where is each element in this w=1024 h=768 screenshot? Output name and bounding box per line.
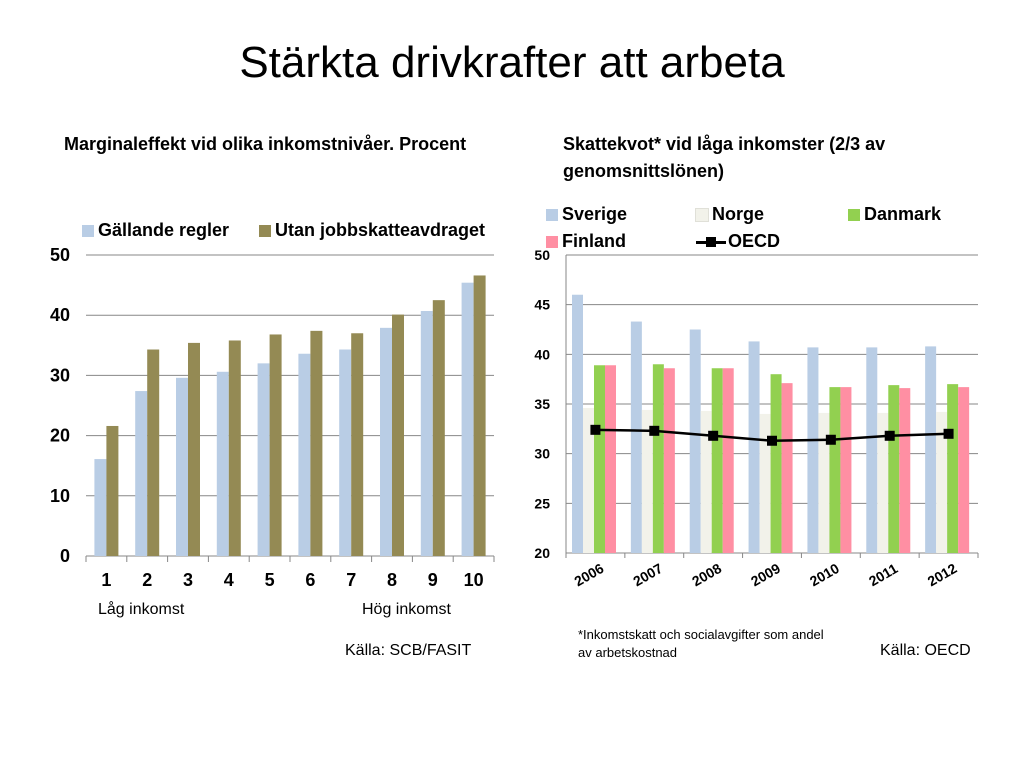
right-x-tick-label: 2006 [571, 559, 607, 590]
right-bar-danmark [653, 364, 664, 553]
right-bar-norge [760, 414, 771, 553]
right-x-tick-label: 2010 [806, 559, 842, 590]
right-bar-norge [818, 413, 829, 553]
legend-label-utan: Utan jobbskatteavdraget [275, 220, 486, 240]
left-bar-utan [433, 300, 445, 556]
right-source: Källa: OECD [880, 642, 971, 659]
low-income-label: Låg inkomst [98, 601, 185, 618]
right-bar-finland [664, 368, 675, 553]
left-bar-utan [351, 333, 363, 556]
right-bar-danmark [594, 365, 605, 553]
left-bar-gallande [339, 350, 351, 556]
page-title: Stärkta drivkrafter att arbeta [239, 38, 785, 87]
right-y-tick-label: 25 [534, 495, 550, 512]
right-y-tick-label: 30 [534, 445, 550, 462]
left-bar-gallande [176, 378, 188, 556]
right-footnote: *Inkomstskatt och socialavgifter som andel av arbetskostnad [578, 627, 824, 660]
right-bar-finland [605, 365, 616, 553]
right-point-oecd [885, 431, 895, 441]
right-y-tick-label: 40 [534, 346, 550, 363]
right-x-tick-label: 2009 [748, 559, 783, 590]
left-y-tick-label: 30 [49, 365, 70, 386]
right-x-tick-label: 2008 [689, 559, 725, 590]
left-source: Källa: SCB/FASIT [345, 642, 472, 659]
right-x-tick-label: 2011 [866, 560, 901, 590]
right-point-oecd [944, 429, 954, 439]
right-y-tick-label: 35 [534, 396, 550, 412]
left-bar-utan [229, 340, 241, 556]
right-bar-sverige [572, 295, 583, 553]
left-x-tick-label: 5 [264, 570, 275, 590]
right-bar-danmark [771, 374, 782, 553]
left-x-tick-label: 3 [182, 570, 194, 590]
right-y-tick-label: 45 [534, 296, 550, 313]
left-bar-gallande [421, 311, 433, 556]
right-bar-finland [782, 383, 793, 553]
legend-label-gallande: Gällande regler [98, 220, 230, 240]
left-bar-utan [310, 331, 322, 556]
left-x-tick-label: 2 [142, 570, 153, 590]
right-point-oecd [826, 435, 836, 445]
left-bar-gallande [298, 354, 310, 556]
left-bar-utan [392, 315, 404, 556]
right-bar-sverige [866, 347, 877, 553]
left-x-tick-label: 4 [223, 570, 234, 590]
right-y-tick-label: 50 [534, 247, 550, 263]
legend-label-sverige: Sverige [562, 204, 628, 224]
left-bar-gallande [380, 328, 392, 556]
legend-label-norge: Norge [712, 204, 765, 224]
right-bar-danmark [829, 387, 840, 553]
right-chart-subtitle: Skattekvot* vid låga inkomster (2/3 av genomsnittslönen) [563, 134, 886, 181]
left-bar-utan [147, 350, 159, 556]
right-bar-danmark [947, 384, 958, 553]
left-bar-gallande [217, 372, 229, 556]
right-bar-finland [723, 368, 734, 553]
left-bar-utan [270, 334, 282, 556]
right-point-oecd [767, 436, 777, 446]
right-bar-danmark [712, 368, 723, 553]
legend-label-danmark: Danmark [864, 204, 942, 224]
left-y-tick-label: 10 [49, 485, 70, 506]
legend-label-oecd: OECD [728, 231, 781, 251]
left-bar-gallande [462, 283, 474, 556]
right-y-tick-label: 20 [534, 545, 550, 561]
right-bar-finland [958, 387, 969, 553]
right-point-oecd [590, 425, 600, 435]
left-x-tick-label: 10 [463, 570, 484, 590]
left-bar-gallande [94, 459, 106, 556]
left-x-tick-label: 8 [386, 570, 398, 590]
right-bar-sverige [631, 322, 642, 553]
left-bar-utan [474, 275, 486, 556]
high-income-label: Hög inkomst [362, 601, 451, 618]
left-y-tick-label: 50 [49, 245, 70, 265]
left-chart-subtitle: Marginaleffekt vid olika inkomstnivåer. Procent [64, 134, 467, 154]
left-x-tick-label: 9 [427, 570, 438, 590]
left-x-tick-label: 7 [346, 570, 357, 590]
right-bar-finland [840, 387, 851, 553]
right-point-oecd [649, 426, 659, 436]
right-bar-sverige [807, 347, 818, 553]
left-bar-utan [106, 426, 118, 556]
left-x-tick-label: 1 [101, 570, 112, 590]
left-y-tick-label: 20 [49, 425, 70, 446]
right-bar-sverige [925, 346, 936, 553]
left-bar-gallande [258, 363, 270, 556]
right-x-tick-label: 2007 [630, 559, 666, 590]
left-y-tick-label: 0 [59, 546, 70, 566]
left-bar-gallande [135, 391, 147, 556]
right-bar-danmark [888, 385, 899, 553]
left-x-tick-label: 6 [305, 570, 316, 590]
left-bar-utan [188, 343, 200, 556]
right-bar-finland [899, 388, 910, 553]
right-bar-sverige [749, 341, 760, 553]
left-y-tick-label: 40 [49, 305, 70, 326]
right-x-tick-label: 2012 [924, 559, 960, 590]
legend-label-finland: Finland [562, 231, 626, 251]
right-point-oecd [708, 431, 718, 441]
right-bar-sverige [690, 330, 701, 554]
